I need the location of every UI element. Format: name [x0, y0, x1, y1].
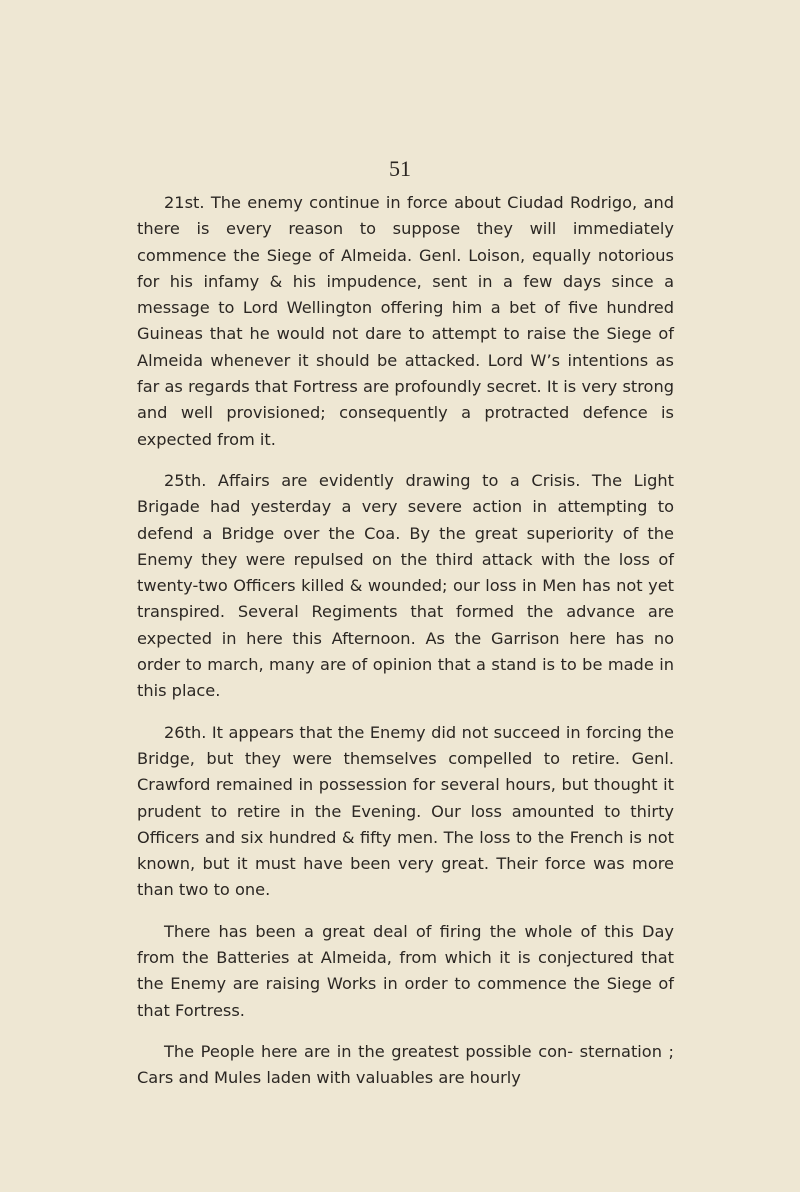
body-text: [137, 190, 674, 1107]
paragraph-26th: 26th. It appears that the Enemy did not succeed in forcing the Bridge, but they were themselves compelled to retire. Genl. Crawford remained in possession for several hours, but thought it prudent to retire in the Evening. Our loss amounted to thirty Officers and six hundred & fifty men. The loss to the French is not known, but it must have been very great. Their force was more than two to one.: [137, 722, 674, 900]
page-number: 51: [389, 156, 411, 181]
paragraph-consternation: The People here are in the greatest possible con- sternation ; Cars and Mules laden with valuables are hourly: [137, 1041, 674, 1088]
paragraph-firing: There has been a great deal of firing the whole of this Day from the Batteries at Almeida, from which it is conjectured that the Enemy are raising Works in order to commence the Siege of that Fortress.: [137, 921, 674, 1020]
paragraph-25th: 25th. Affairs are evidently drawing to a Crisis. The Light Brigade had yesterday a very severe action in attempting to defend a Bridge over the Coa. By the great superiority of the Enemy they were repulsed on the third attack with the loss of twenty-two Officers killed & wounded; our loss in Men has not yet transpired. Several Regiments that formed the advance are expected in here this Afternoon. As the Garrison here has no order to march, many are of opinion that a stand is to be made in this place.: [137, 470, 674, 701]
paragraph-21st: 21st. The enemy continue in force about Ciudad Rodrigo, and there is every reason to suppose they will immediately commence the Siege of Almeida. Genl. Loison, equally notorious for his infamy & his impudence, sent in a few days since a message to Lord Wellington offering him a bet of five hundred Guineas that he would not dare to attempt to raise the Siege of Almeida whenever it should be attacked. Lord W’s intentions as far as regards that Fortress are profoundly secret. It is very strong and well provisioned; consequently a protracted defence is expected from it.: [137, 193, 674, 449]
